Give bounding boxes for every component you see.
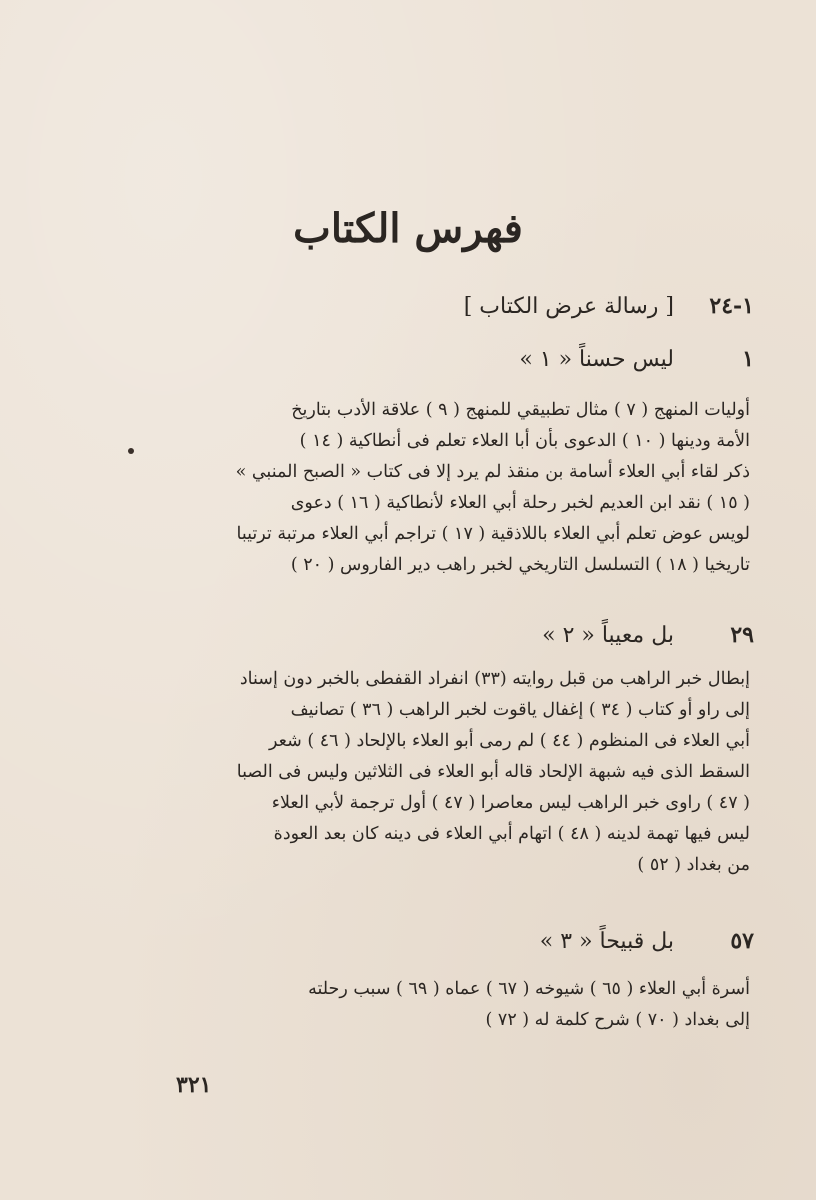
toc-entry-intro [464,293,754,319]
contents-line: ( ١٥ ) نقد ابن العديم لخبر رحلة أبي العلاء لأنطاكية ( ١٦ ) دعوى [290,493,750,513]
toc-entry-2 [542,622,754,648]
ink-mark [128,448,134,454]
contents-line: من بغداد ( ٥٢ ) [637,855,750,875]
section-heading: [ رسالة عرض الكتاب ] [463,294,674,319]
section-heading: ليس حسناً « ١ » [519,347,674,372]
contents-line: لويس عوض تعلم أبي العلاء باللاذقية ( ١٧ ) تراجم أبي العلاء مرتبة ترتيبا [236,524,750,544]
contents-line: إبطال خبر الراهب من قبل روايته (٣٣) انفراد القفطى بالخبر دون إسناد [239,669,750,689]
page-number: ٢٩ [730,622,754,648]
contents-line: أبي العلاء فى المنظوم ( ٤٤ ) لم رمى أبو العلاء بالإلحاد ( ٤٦ ) شعر [269,731,750,751]
page-number: ٥٧ [730,928,754,954]
contents-line: أسرة أبي العلاء ( ٦٥ ) شيوخه ( ٦٧ ) عماه ( ٦٩ ) سبب رحلته [308,979,750,999]
section-contents [150,974,750,1036]
section-contents [150,395,750,581]
folio-number: ٣٢١ [176,1072,212,1098]
section-contents [150,664,750,881]
page-title: فهرس الكتاب [293,205,523,252]
contents-line: تاريخيا ( ١٨ ) التسلسل التاريخي لخبر راهب دير الفاروس ( ٢٠ ) [290,555,750,575]
contents-line: إلى بغداد ( ٧٠ ) شرح كلمة له ( ٧٢ ) [485,1010,750,1030]
page-range: ١-٢٤ [709,293,754,319]
contents-line: الأمة ودينها ( ١٠ ) الدعوى بأن أبا العلاء تعلم فى أنطاكية ( ١٤ ) [299,431,750,451]
toc-entry-3 [540,928,754,954]
section-heading: بل معيباً « ٢ » [542,623,674,648]
toc-entry-1 [519,346,754,372]
contents-line: السقط الذى فيه شبهة الإلحاد قاله أبو العلاء فى الثلاثين وليس فى الصبا [236,762,750,782]
contents-line: ( ٤٧ ) راوى خبر الراهب ليس معاصرا ( ٤٧ ) أول ترجمة لأبي العلاء [271,793,750,813]
contents-line: ليس فيها تهمة لدينه ( ٤٨ ) اتهام أبي العلاء فى دينه كان بعد العودة [273,824,750,844]
contents-line: ذكر لقاء أبي العلاء أسامة بن منقذ لم يرد إلا فى كتاب « الصبح المنبي » [235,462,750,482]
contents-line: أوليات المنهج ( ٧ ) مثال تطبيقي للمنهج ( ٩ ) علاقة الأدب بتاريخ [291,400,750,420]
contents-line: إلى راو أو كتاب ( ٣٤ ) إغفال ياقوت لخبر الراهب ( ٣٦ ) تصانيف [290,700,750,720]
page-number: ١ [742,346,754,372]
section-heading: بل قبيحاً « ٣ » [539,929,674,954]
